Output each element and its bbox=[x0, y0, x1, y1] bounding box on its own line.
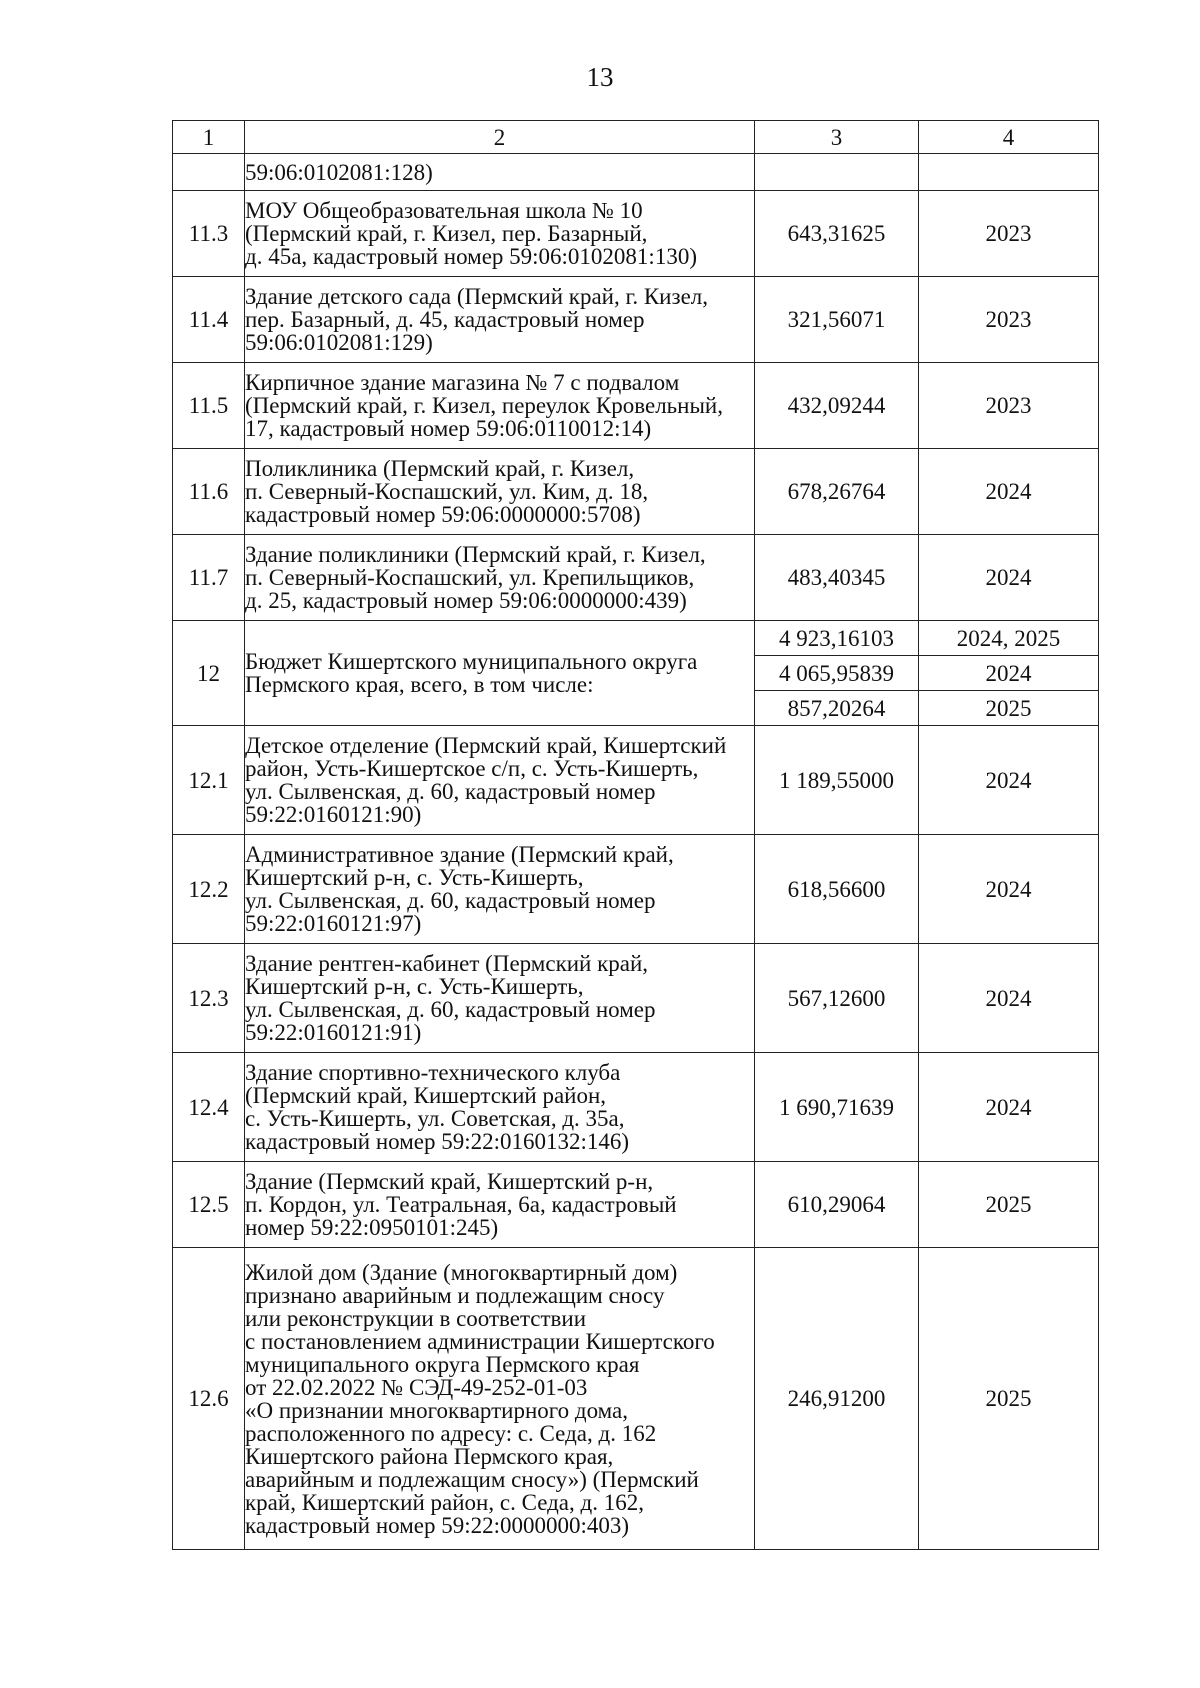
row-description: Детское отделение (Пермский край, Кишертский район, Усть-Кишертское с/п, с. Усть-Кишерть, ул. Сылвенская, д. 60, кадастровый номер 59:22:0160121:90) bbox=[245, 726, 755, 835]
row-number: 11.6 bbox=[173, 449, 245, 535]
table-row bbox=[173, 363, 1099, 449]
row-number: 12.5 bbox=[173, 1162, 245, 1248]
header-col-4: 4 bbox=[919, 121, 1099, 154]
row-amount: 321,56071 bbox=[755, 277, 919, 363]
data-table bbox=[172, 120, 1099, 1550]
row-number: 11.4 bbox=[173, 277, 245, 363]
row-year: 2025 bbox=[919, 1248, 1099, 1550]
row-description: Бюджет Кишертского муниципального округа Пермского края, всего, в том числе: bbox=[245, 621, 755, 726]
row-description: Кирпичное здание магазина № 7 с подвалом (Пермский край, г. Кизел, переулок Кровельный, 17, кадастровый номер 59:06:0110012:14) bbox=[245, 363, 755, 449]
row-number bbox=[173, 154, 245, 191]
table-row bbox=[173, 535, 1099, 621]
row-year: 2023 bbox=[919, 363, 1099, 449]
header-col-3: 3 bbox=[755, 121, 919, 154]
budget-2024-year: 2024 bbox=[919, 656, 1099, 691]
row-year: 2024 bbox=[919, 726, 1099, 835]
budget-total-year: 2024, 2025 bbox=[919, 621, 1099, 656]
row-description: Здание (Пермский край, Кишертский р-н, п. Кордон, ул. Театральная, 6а, кадастровый номер 59:22:0950101:245) bbox=[245, 1162, 755, 1248]
table-row bbox=[173, 726, 1099, 835]
header-row bbox=[173, 121, 1099, 154]
row-description: Здание поликлиники (Пермский край, г. Кизел, п. Северный-Коспашский, ул. Крепильщиков, д. 25, кадастровый номер 59:06:0000000:439) bbox=[245, 535, 755, 621]
row-amount: 610,29064 bbox=[755, 1162, 919, 1248]
header-col-1: 1 bbox=[173, 121, 245, 154]
row-description: Здание рентген-кабинет (Пермский край, Кишертский р-н, с. Усть-Кишерть, ул. Сылвенская, д. 60, кадастровый номер 59:22:0160121:91) bbox=[245, 944, 755, 1053]
table-row bbox=[173, 1053, 1099, 1162]
header-col-2: 2 bbox=[245, 121, 755, 154]
row-number: 12.1 bbox=[173, 726, 245, 835]
row-year: 2024 bbox=[919, 835, 1099, 944]
row-year: 2023 bbox=[919, 277, 1099, 363]
row-description: Поликлиника (Пермский край, г. Кизел, п. Северный-Коспашский, ул. Ким, д. 18, кадастровый номер 59:06:0000000:5708) bbox=[245, 449, 755, 535]
row-amount: 618,56600 bbox=[755, 835, 919, 944]
row-number: 12.3 bbox=[173, 944, 245, 1053]
budget-2025-amount: 857,20264 bbox=[755, 691, 919, 726]
table-row bbox=[173, 1162, 1099, 1248]
row-number: 11.7 bbox=[173, 535, 245, 621]
budget-row bbox=[173, 621, 1099, 656]
budget-total-amount: 4 923,16103 bbox=[755, 621, 919, 656]
row-number: 12.6 bbox=[173, 1248, 245, 1550]
row-amount: 432,09244 bbox=[755, 363, 919, 449]
row-description: Жилой дом (Здание (многоквартирный дом) признано аварийным и подлежащим сносу или реконструкции в соответствии с постановлением администрации Кишертского муниципального округа Пермского края от 22.02.2022 № СЭД-49-252-01-03 «О признании многоквартирного дома, расположенного по адресу: с. Седа, д. 162 Кишертского района Пермского края, аварийным и подлежащим сносу») (Пермский край, Кишертский район, с. Седа, д. 162, кадастровый номер 59:22:0000000:403) bbox=[245, 1248, 755, 1550]
row-number: 11.5 bbox=[173, 363, 245, 449]
row-amount: 643,31625 bbox=[755, 191, 919, 277]
row-year: 2024 bbox=[919, 449, 1099, 535]
row-year: 2024 bbox=[919, 1053, 1099, 1162]
page-number: 13 bbox=[586, 62, 614, 92]
table-row bbox=[173, 277, 1099, 363]
row-amount: 567,12600 bbox=[755, 944, 919, 1053]
row-amount: 483,40345 bbox=[755, 535, 919, 621]
continuation-row bbox=[173, 154, 1099, 191]
row-year: 2025 bbox=[919, 1162, 1099, 1248]
row-amount bbox=[755, 154, 919, 191]
row-number: 12.4 bbox=[173, 1053, 245, 1162]
row-number: 11.3 bbox=[173, 191, 245, 277]
row-amount: 246,91200 bbox=[755, 1248, 919, 1550]
row-description: МОУ Общеобразовательная школа № 10 (Пермский край, г. Кизел, пер. Базарный, д. 45а, кадастровый номер 59:06:0102081:130) bbox=[245, 191, 755, 277]
row-number: 12.2 bbox=[173, 835, 245, 944]
row-year bbox=[919, 154, 1099, 191]
table-row bbox=[173, 1248, 1099, 1550]
table-row bbox=[173, 944, 1099, 1053]
row-year: 2024 bbox=[919, 535, 1099, 621]
row-amount: 1 189,55000 bbox=[755, 726, 919, 835]
budget-2025-year: 2025 bbox=[919, 691, 1099, 726]
row-description: 59:06:0102081:128) bbox=[245, 154, 755, 191]
row-year: 2024 bbox=[919, 944, 1099, 1053]
budget-2024-amount: 4 065,95839 bbox=[755, 656, 919, 691]
row-description: Здание спортивно-технического клуба (Пермский край, Кишертский район, с. Усть-Кишерть, ул. Советская, д. 35а, кадастровый номер 59:22:0160132:146) bbox=[245, 1053, 755, 1162]
table-row bbox=[173, 835, 1099, 944]
row-year: 2023 bbox=[919, 191, 1099, 277]
row-description: Здание детского сада (Пермский край, г. Кизел, пер. Базарный, д. 45, кадастровый номер 59:06:0102081:129) bbox=[245, 277, 755, 363]
row-amount: 678,26764 bbox=[755, 449, 919, 535]
row-description: Административное здание (Пермский край, Кишертский р-н, с. Усть-Кишерть, ул. Сылвенская, д. 60, кадастровый номер 59:22:0160121:97) bbox=[245, 835, 755, 944]
table-row bbox=[173, 449, 1099, 535]
row-number: 12 bbox=[173, 621, 245, 726]
row-amount: 1 690,71639 bbox=[755, 1053, 919, 1162]
table-row bbox=[173, 191, 1099, 277]
